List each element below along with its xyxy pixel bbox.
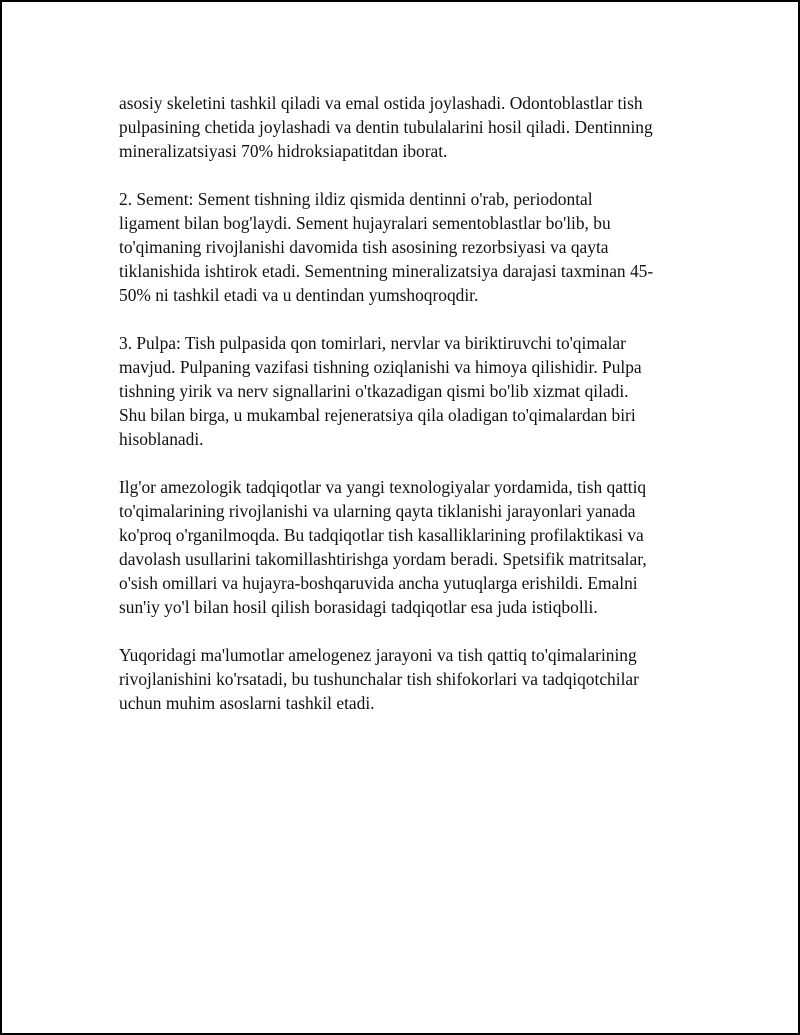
paragraph-conclusion: Yuqoridagi ma'lumotlar amelogenez jarayoni va tish qattiq to'qimalarining rivojlanishini ko'rsatadi, bu tushunchalar tish shifokorlari va tadqiqotchilar uchun muhim asoslarni tashkil etadi.: [119, 645, 639, 713]
paragraph-pulpa: 3. Pulpa: Tish pulpasida qon tomirlari, nervlar va biriktiruvchi to'qimalar mavjud. Pulpaning vazifasi tishning oziqlanishi va himoya qilishidir. Pulpa tishning yirik va nerv signallarini o'tkazadigan qismi bo'lib xizmat qiladi. Shu bilan birga, u mukambal rejeneratsiya qila oladigan to'qimalardan biri hisoblanadi.: [119, 333, 642, 449]
paragraph-dentin-continuation: asosiy skeletini tashkil qiladi va emal ostida joylashadi. Odontoblastlar tish pulpasining chetida joylashadi va dentin tubulalarini hosil qiladi. Dentinning mineralizatsiyasi 70% hidroksiapatitdan iborat.: [119, 93, 653, 161]
paragraph-sement: 2. Sement: Sement tishning ildiz qismida dentinni o'rab, periodontal ligament bilan bog'laydi. Sement hujayralari sementoblastlar bo'lib, bu to'qimaning rivojlanishi davomida tish asosining rezorbsiyasi va qayta tiklanishida ishtirok etadi. Sementning mineralizatsiya darajasi taxminan 45- 50% ni tashkil etadi va u dentindan yumshoqroqdir.: [119, 189, 654, 305]
paragraph-research: Ilg'or amezologik tadqiqotlar va yangi texnologiyalar yordamida, tish qattiq to'qimalarining rivojlanishi va ularning qayta tiklanishi jarayonlari yanada ko'proq o'rganilmoqda. Bu tadqiqotlar tish kasalliklarining profilaktikasi va davolash usullarini takomillashtirishga yordam beradi. Spetsifik matritsalar, o'sish omillari va hujayra-boshqaruvida ancha yutuqlarga erishildi. Emalni sun'iy yo'l bilan hosil qilish borasidagi tadqiqotlar esa juda istiqbolli.: [119, 477, 647, 617]
document-body: [119, 91, 687, 739]
